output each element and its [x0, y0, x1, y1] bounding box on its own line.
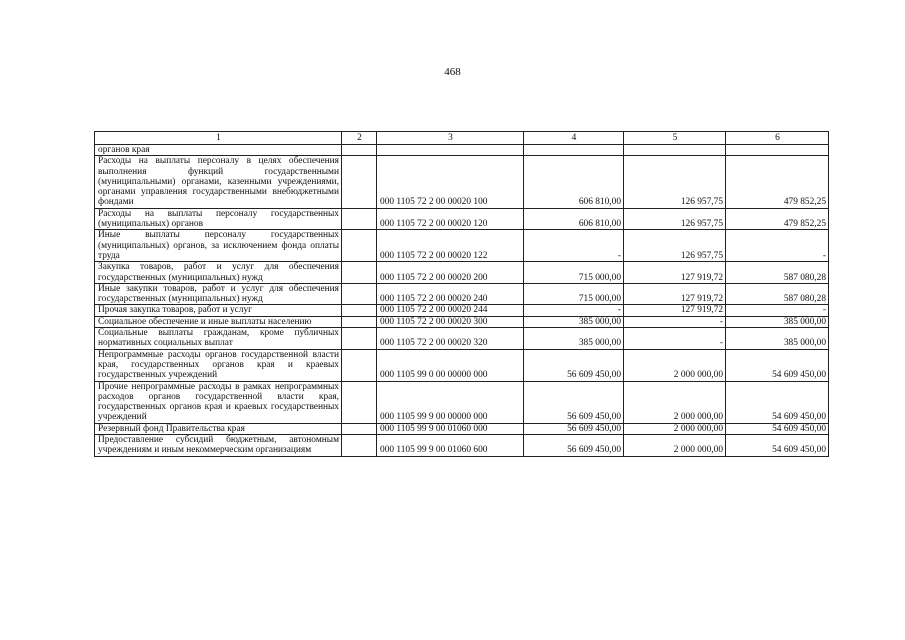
- cell-col5: 127 919,72: [624, 262, 726, 284]
- cell-col6: 587 080,28: [726, 262, 829, 284]
- table-body: [95, 145, 829, 457]
- cell-col5: 127 919,72: [624, 305, 726, 316]
- cell-code: 000 1105 72 2 00 00020 240: [377, 283, 524, 305]
- page-number: 468: [444, 66, 461, 78]
- table-row: [95, 156, 829, 208]
- cell-col4: 385 000,00: [524, 316, 624, 327]
- table-row: [95, 381, 829, 423]
- cell-col6: 479 852,25: [726, 208, 829, 230]
- cell-empty: [377, 145, 524, 156]
- cell-col5: 127 919,72: [624, 283, 726, 305]
- cell-col5: 2 000 000,00: [624, 423, 726, 434]
- cell-col6: 54 609 450,00: [726, 381, 829, 423]
- cell-code: 000 1105 72 2 00 00020 120: [377, 208, 524, 230]
- table-row: [95, 208, 829, 230]
- cell-col6: 54 609 450,00: [726, 435, 829, 457]
- cell-col2: [342, 423, 377, 434]
- cell-col6: -: [726, 305, 829, 316]
- cell-col6: 385 000,00: [726, 328, 829, 350]
- cell-col2: [342, 435, 377, 457]
- cell-col5: 126 957,75: [624, 208, 726, 230]
- cell-col6: 54 609 450,00: [726, 423, 829, 434]
- cell-name: Закупка товаров, работ и услуг для обеспечения государственных (муниципальных) нужд: [95, 262, 342, 284]
- header-col-4: 4: [524, 132, 624, 145]
- cell-col4: 56 609 450,00: [524, 349, 624, 381]
- continuation-row: [95, 145, 829, 156]
- cell-name: Прочие непрограммные расходы в рамках непрограммных расходов органов государственной власти края, государственных органов края и краевых государственных учреждений: [95, 381, 342, 423]
- cell-col2: [342, 381, 377, 423]
- cell-col2: [342, 283, 377, 305]
- cell-col6: 54 609 450,00: [726, 349, 829, 381]
- cell-code: 000 1105 72 2 00 00020 200: [377, 262, 524, 284]
- cell-name: Предоставление субсидий бюджетным, автономным учреждениям и иным некоммерческим организациям: [95, 435, 342, 457]
- header-col-5: 5: [624, 132, 726, 145]
- cell-col4: -: [524, 230, 624, 262]
- header-col-6: 6: [726, 132, 829, 145]
- cell-code: 000 1105 99 9 00 01060 000: [377, 423, 524, 434]
- header-col-2: 2: [342, 132, 377, 145]
- budget-table: [94, 131, 829, 457]
- cell-col5: 126 957,75: [624, 156, 726, 208]
- cell-col5: -: [624, 328, 726, 350]
- cell-col4: 56 609 450,00: [524, 435, 624, 457]
- table-row: [95, 316, 829, 327]
- cell-empty: [524, 145, 624, 156]
- cell-col4: -: [524, 305, 624, 316]
- cell-col6: 587 080,28: [726, 283, 829, 305]
- cell-empty: [342, 145, 377, 156]
- cell-col4: 715 000,00: [524, 283, 624, 305]
- cell-col2: [342, 349, 377, 381]
- cell-code: 000 1105 72 2 00 00020 100: [377, 156, 524, 208]
- table-row: [95, 230, 829, 262]
- header-col-1: 1: [95, 132, 342, 145]
- cell-col4: 56 609 450,00: [524, 423, 624, 434]
- cell-name: Иные выплаты персоналу государственных (муниципальных) органов, за исключением фонда оплаты труда: [95, 230, 342, 262]
- cell-name: Социальные выплаты гражданам, кроме публичных нормативных социальных выплат: [95, 328, 342, 350]
- cell-col6: 385 000,00: [726, 316, 829, 327]
- cell-code: 000 1105 72 2 00 00020 300: [377, 316, 524, 327]
- cell-col4: 385 000,00: [524, 328, 624, 350]
- cell-col5: 126 957,75: [624, 230, 726, 262]
- table-header: [95, 132, 829, 145]
- cell-col4: 56 609 450,00: [524, 381, 624, 423]
- cell-col5: 2 000 000,00: [624, 381, 726, 423]
- cell-col2: [342, 328, 377, 350]
- cell-col2: [342, 305, 377, 316]
- cell-name: Иные закупки товаров, работ и услуг для обеспечения государственных (муниципальных) нужд: [95, 283, 342, 305]
- table-row: [95, 305, 829, 316]
- cell-code: 000 1105 99 9 00 01060 600: [377, 435, 524, 457]
- cell-col5: -: [624, 316, 726, 327]
- cell-col2: [342, 208, 377, 230]
- table-row: [95, 435, 829, 457]
- cell-name: Социальное обеспечение и иные выплаты населению: [95, 316, 342, 327]
- cell-code: 000 1105 72 2 00 00020 320: [377, 328, 524, 350]
- table-row: [95, 423, 829, 434]
- cell-code: 000 1105 99 9 00 00000 000: [377, 381, 524, 423]
- cell-col2: [342, 316, 377, 327]
- cell-col2: [342, 230, 377, 262]
- continuation-text: органов края: [95, 145, 342, 156]
- cell-code: 000 1105 72 2 00 00020 122: [377, 230, 524, 262]
- table-row: [95, 328, 829, 350]
- cell-name: Расходы на выплаты персоналу в целях обеспечения выполнения функций государственными (муниципальными) органами, казенными учреждениями, органами управления государственными внебюджетными фондами: [95, 156, 342, 208]
- table-row: [95, 262, 829, 284]
- cell-name: Резервный фонд Правительства края: [95, 423, 342, 434]
- cell-name: Непрограммные расходы органов государственной власти края, государственных органов края и краевых государственных учреждений: [95, 349, 342, 381]
- cell-name: Расходы на выплаты персоналу государственных (муниципальных) органов: [95, 208, 342, 230]
- header-row: [95, 132, 829, 145]
- cell-col4: 606 810,00: [524, 156, 624, 208]
- cell-col5: 2 000 000,00: [624, 349, 726, 381]
- table-row: [95, 349, 829, 381]
- cell-code: 000 1105 72 2 00 00020 244: [377, 305, 524, 316]
- cell-code: 000 1105 99 0 00 00000 000: [377, 349, 524, 381]
- cell-col2: [342, 262, 377, 284]
- cell-col4: 715 000,00: [524, 262, 624, 284]
- cell-empty: [624, 145, 726, 156]
- cell-col4: 606 810,00: [524, 208, 624, 230]
- cell-col5: 2 000 000,00: [624, 435, 726, 457]
- cell-name: Прочая закупка товаров, работ и услуг: [95, 305, 342, 316]
- cell-col2: [342, 156, 377, 208]
- cell-empty: [726, 145, 829, 156]
- header-col-3: 3: [377, 132, 524, 145]
- table-row: [95, 283, 829, 305]
- cell-col6: -: [726, 230, 829, 262]
- cell-col6: 479 852,25: [726, 156, 829, 208]
